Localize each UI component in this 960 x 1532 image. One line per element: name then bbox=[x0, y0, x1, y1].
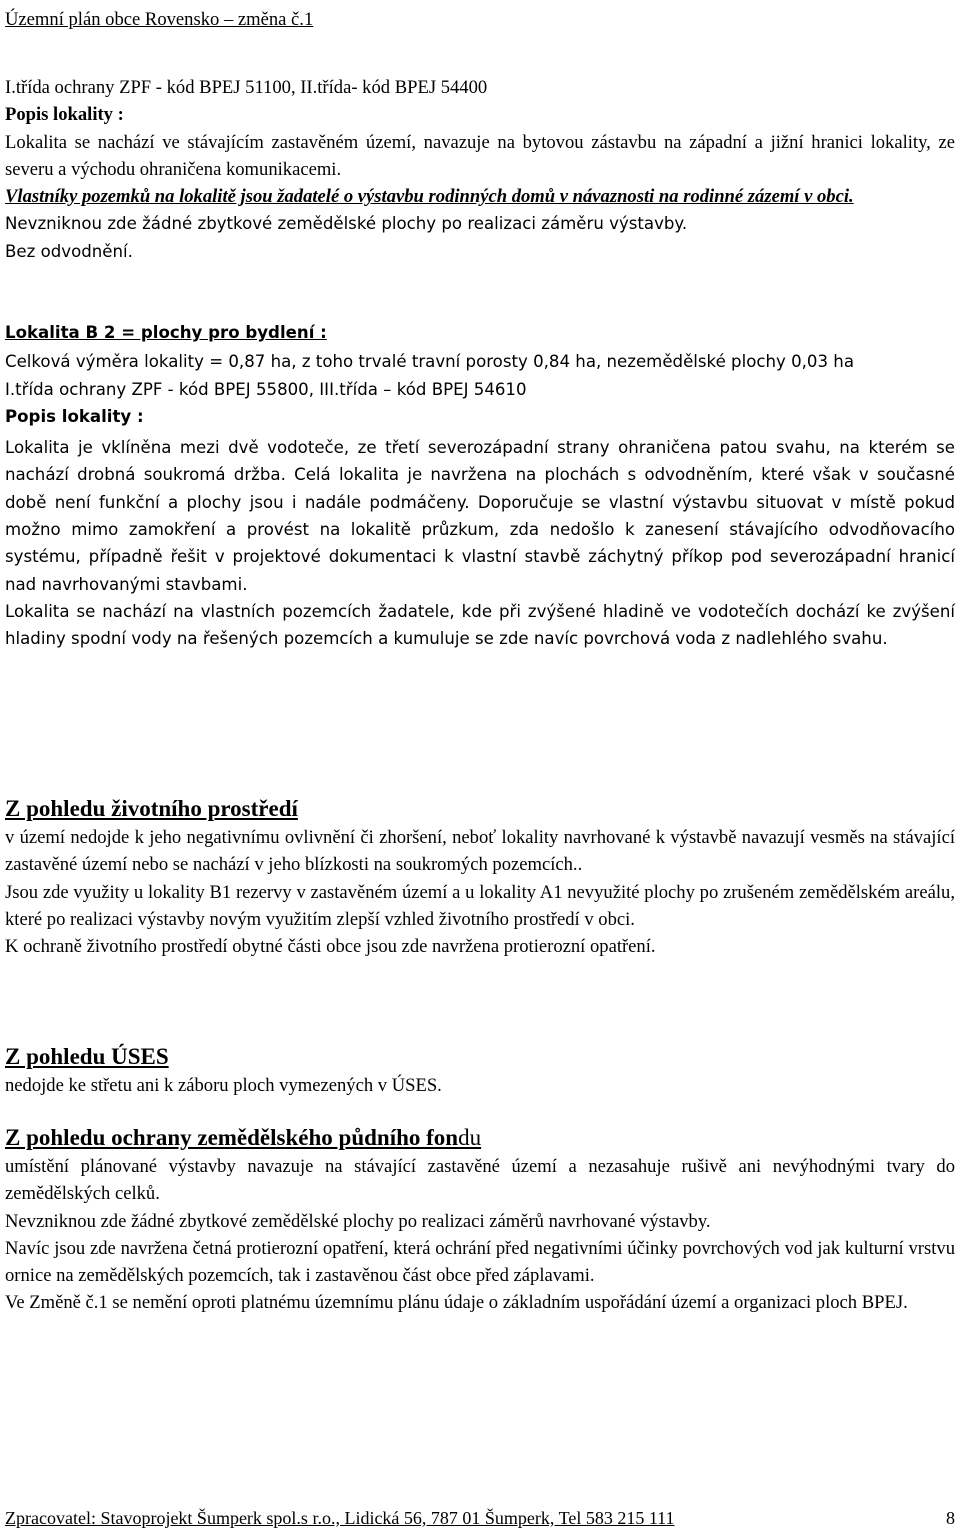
footer-text: Zpracovatel: Stavoprojekt Šumperk spol.s r.o., Lidická 56, 787 01 Šumperk, Tel 583 215 111 bbox=[5, 1508, 675, 1528]
lokalita-b2-section bbox=[5, 319, 955, 653]
uses-section bbox=[5, 1042, 955, 1099]
b2-popis-text-2: Lokalita se nachází na vlastních pozemcích žadatele, kde při zvýšené hladině ve vodotečích dochází ke zvýšení hladiny spodní vody na řešených pozemcích a kumuluje se zde navíc povrchová voda z nadlehlého svahu. bbox=[5, 601, 955, 649]
zivotni-prostredi-heading: Z pohledu životního prostředí bbox=[5, 796, 298, 821]
b1-vlastnici-text: Vlastníky pozemků na lokalitě jsou žadatelé o výstavbu rodinných domů v návaznosti na rodinné zázemí v obci. bbox=[5, 186, 854, 208]
b1-popis-label: Popis lokality : bbox=[5, 104, 124, 126]
zpf-p1: umístění plánované výstavby navazuje na stávající zastavěné území a nezasahuje rušivě ani nevýhodnými tvary do zemědělských celků. bbox=[5, 1156, 955, 1205]
b1-popis-text: Lokalita se nachází ve stávajícím zastavěném území, navazuje na bytovou zástavbu na západní a jižní hranici lokality, ze severu a východu ohraničena komunikacemi. bbox=[5, 131, 955, 180]
b2-title: Lokalita B 2 = plochy pro bydlení : bbox=[5, 323, 327, 342]
zivotni-prostredi-p1: v území nedojde k jeho negativnímu ovlivnění či zhoršení, neboť lokality navrhované k výstavbě navazují vesměs na stávající zastavěné území nebo se nachází v jeho blízkosti na soukromých pozemcích.. bbox=[5, 827, 955, 876]
zpf-p4: Ve Změně č.1 se nemění oproti platnému územnímu plánu údaje o základním uspořádání území a organizaci ploch BPEJ. bbox=[5, 1292, 908, 1314]
zpf-p3: Navíc jsou zde navržena četná protierozní opatření, která ochrání před negativními účinky povrchových vod jak kulturní vrstvu ornice na zemědělských pozemcích, tak i zastavěnou část obce před záplavami. bbox=[5, 1237, 955, 1287]
zpf-section bbox=[5, 1123, 955, 1317]
zpf-heading-normal: du bbox=[458, 1125, 482, 1150]
zivotni-prostredi-p2: Jsou zde využity u lokality B1 rezervy v zastavěném území a u lokality A1 nevyužité plochy po zrušeném zemědělském areálu, které po realizaci výstavby novým využitím zlepší vzhled životního prostředí v obci. bbox=[5, 881, 955, 930]
b1-nevzniknou-text: Nevzniknou zde žádné zbytkové zemědělské plochy po realizaci záměru výstavby. bbox=[5, 214, 688, 234]
uses-p1: nedojde ke střetu ani k záboru ploch vymezených v ÚSES. bbox=[5, 1075, 442, 1096]
b2-trida-ochrany: I.třída ochrany ZPF - kód BPEJ 55800, III.třída – kód BPEJ 54610 bbox=[5, 379, 527, 399]
b1-odvodneni-text: Bez odvodnění. bbox=[5, 241, 133, 261]
b2-vymera: Celková výměra lokality = 0,87 ha, z toho trvalé travní porosty 0,84 ha, nezemědělské plochy 0,03 ha bbox=[5, 352, 854, 372]
b2-popis-text-1: Lokalita je vklíněna mezi dvě vodoteče, ze třetí severozápadní strany ohraničena patou svahu, na kterém se nachází drobná soukromá držba. Celá lokalita je navržena na plochách s odvodněním, které však v současné době není funkční a plochy jsou i nadále podmáčeny. Doporučuje se vlastní výstavbu situovat v místě pokud možno mimo zamokření a provést na lokalitě průzkum, zda nedošlo k zanesení stávajícího odvodňovacího systému, případně řešit v projektové dokumentaci k vlastní stavbě záchytný příkop pod severozápadní hranicí nad navrhovanými stavbami. bbox=[5, 438, 955, 594]
b2-popis-label: Popis lokality : bbox=[5, 406, 144, 426]
zpf-heading bbox=[5, 1123, 955, 1153]
uses-heading: Z pohledu ÚSES bbox=[5, 1044, 169, 1069]
zpf-p2: Nevzniknou zde žádné zbytkové zemědělské plochy po realizaci záměrů navrhované výstavby. bbox=[5, 1210, 711, 1232]
b1-trida-ochrany: I.třída ochrany ZPF - kód BPEJ 51100, II.třída- kód BPEJ 54400 bbox=[5, 77, 488, 98]
zivotni-prostredi-p3: K ochraně životního prostředí obytné části obce jsou zde navržena protierozní opatření. bbox=[5, 936, 656, 958]
page-footer bbox=[5, 1505, 955, 1532]
page-number: 8 bbox=[946, 1508, 955, 1528]
document-header-title: Územní plán obce Rovensko – změna č.1 bbox=[5, 9, 314, 30]
zivotni-prostredi-section bbox=[5, 794, 955, 960]
zpf-heading-bold: Z pohledu ochrany zemědělského půdního fon bbox=[5, 1125, 459, 1150]
lokalita-b1-section bbox=[5, 74, 955, 265]
